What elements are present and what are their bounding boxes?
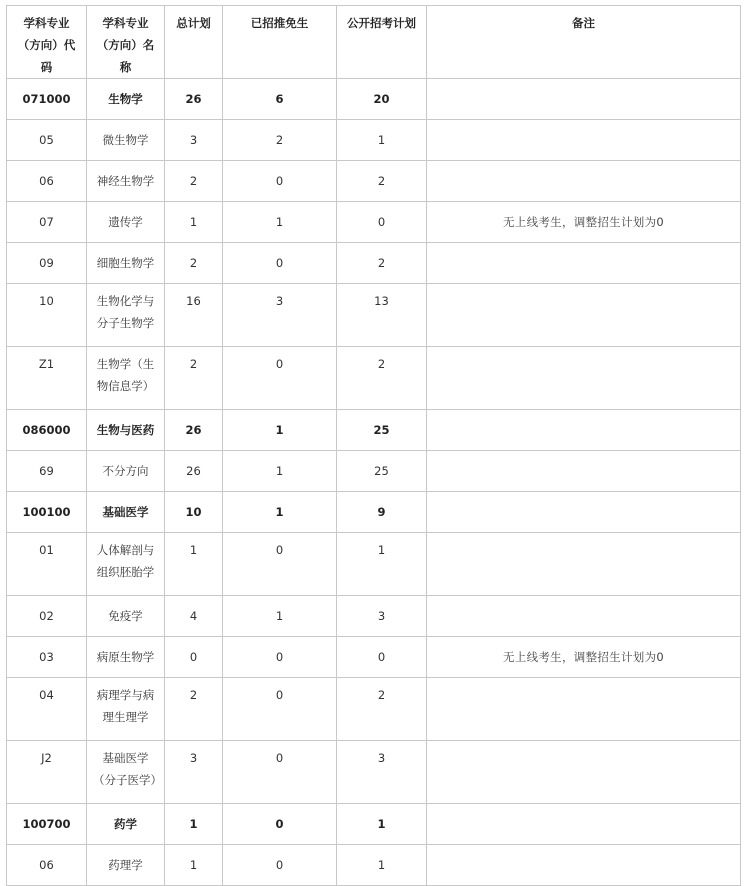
code-cell: 02 xyxy=(7,596,87,637)
name-cell: 生物与医药 xyxy=(87,410,165,451)
code-cell: 05 xyxy=(7,120,87,161)
note-cell xyxy=(427,492,741,533)
open-cell: 1 xyxy=(337,533,427,596)
recommended-cell: 3 xyxy=(223,284,337,347)
table-row xyxy=(7,161,741,202)
open-cell: 2 xyxy=(337,347,427,410)
code-cell: 071000 xyxy=(7,79,87,120)
total-cell: 1 xyxy=(165,533,223,596)
total-cell: 2 xyxy=(165,678,223,741)
total-cell: 26 xyxy=(165,79,223,120)
name-cell: 病原生物学 xyxy=(87,637,165,678)
code-cell: J2 xyxy=(7,741,87,804)
name-cell: 基础医学（分子医学） xyxy=(87,741,165,804)
table-row xyxy=(7,451,741,492)
note-cell xyxy=(427,845,741,886)
name-cell: 人体解剖与组织胚胎学 xyxy=(87,533,165,596)
note-cell xyxy=(427,120,741,161)
recommended-cell: 0 xyxy=(223,347,337,410)
table-row xyxy=(7,243,741,284)
note-cell xyxy=(427,741,741,804)
code-cell: 100100 xyxy=(7,492,87,533)
table-row xyxy=(7,637,741,678)
total-cell: 2 xyxy=(165,347,223,410)
open-cell: 25 xyxy=(337,410,427,451)
code-cell: 06 xyxy=(7,845,87,886)
recommended-cell: 0 xyxy=(223,804,337,845)
code-cell: 10 xyxy=(7,284,87,347)
total-cell: 3 xyxy=(165,741,223,804)
header-open: 公开招考计划 xyxy=(337,6,427,79)
name-cell: 生物学（生物信息学） xyxy=(87,347,165,410)
open-cell: 2 xyxy=(337,161,427,202)
total-cell: 3 xyxy=(165,120,223,161)
code-cell: 07 xyxy=(7,202,87,243)
open-cell: 1 xyxy=(337,804,427,845)
open-cell: 2 xyxy=(337,678,427,741)
header-note: 备注 xyxy=(427,6,741,79)
open-cell: 1 xyxy=(337,120,427,161)
note-cell xyxy=(427,451,741,492)
note-cell xyxy=(427,804,741,845)
total-cell: 26 xyxy=(165,451,223,492)
total-cell: 1 xyxy=(165,845,223,886)
total-cell: 1 xyxy=(165,202,223,243)
total-cell: 1 xyxy=(165,804,223,845)
category-row xyxy=(7,804,741,845)
code-cell: 09 xyxy=(7,243,87,284)
note-cell xyxy=(427,284,741,347)
open-cell: 0 xyxy=(337,202,427,243)
name-cell: 生物化学与分子生物学 xyxy=(87,284,165,347)
header-row xyxy=(7,6,741,79)
open-cell: 20 xyxy=(337,79,427,120)
total-cell: 10 xyxy=(165,492,223,533)
recommended-cell: 0 xyxy=(223,161,337,202)
code-cell: 03 xyxy=(7,637,87,678)
recommended-cell: 1 xyxy=(223,492,337,533)
header-recommended: 已招推免生 xyxy=(223,6,337,79)
total-cell: 26 xyxy=(165,410,223,451)
open-cell: 25 xyxy=(337,451,427,492)
total-cell: 2 xyxy=(165,161,223,202)
table-row xyxy=(7,845,741,886)
recommended-cell: 1 xyxy=(223,202,337,243)
total-cell: 0 xyxy=(165,637,223,678)
recommended-cell: 1 xyxy=(223,410,337,451)
recommended-cell: 0 xyxy=(223,678,337,741)
recommended-cell: 0 xyxy=(223,637,337,678)
name-cell: 生物学 xyxy=(87,79,165,120)
open-cell: 9 xyxy=(337,492,427,533)
recommended-cell: 0 xyxy=(223,533,337,596)
header-total: 总计划 xyxy=(165,6,223,79)
recommended-cell: 1 xyxy=(223,451,337,492)
open-cell: 3 xyxy=(337,596,427,637)
open-cell: 2 xyxy=(337,243,427,284)
header-code: 学科专业（方向）代码 xyxy=(7,6,87,79)
note-cell xyxy=(427,347,741,410)
name-cell: 不分方向 xyxy=(87,451,165,492)
note-cell: 无上线考生，调整招生计划为0 xyxy=(427,637,741,678)
table-row xyxy=(7,120,741,161)
enrollment-plan-table xyxy=(6,5,741,886)
name-cell: 药学 xyxy=(87,804,165,845)
open-cell: 3 xyxy=(337,741,427,804)
recommended-cell: 0 xyxy=(223,845,337,886)
note-cell xyxy=(427,79,741,120)
open-cell: 13 xyxy=(337,284,427,347)
table-row xyxy=(7,678,741,741)
code-cell: 01 xyxy=(7,533,87,596)
code-cell: 06 xyxy=(7,161,87,202)
category-row xyxy=(7,79,741,120)
code-cell: 04 xyxy=(7,678,87,741)
table-row xyxy=(7,284,741,347)
note-cell xyxy=(427,243,741,284)
recommended-cell: 2 xyxy=(223,120,337,161)
total-cell: 16 xyxy=(165,284,223,347)
name-cell: 遗传学 xyxy=(87,202,165,243)
total-cell: 2 xyxy=(165,243,223,284)
name-cell: 细胞生物学 xyxy=(87,243,165,284)
code-cell: 086000 xyxy=(7,410,87,451)
recommended-cell: 6 xyxy=(223,79,337,120)
note-cell xyxy=(427,533,741,596)
note-cell xyxy=(427,678,741,741)
table-row xyxy=(7,202,741,243)
header-name: 学科专业（方向）名称 xyxy=(87,6,165,79)
open-cell: 1 xyxy=(337,845,427,886)
code-cell: Z1 xyxy=(7,347,87,410)
code-cell: 69 xyxy=(7,451,87,492)
table-row xyxy=(7,347,741,410)
name-cell: 微生物学 xyxy=(87,120,165,161)
table-body xyxy=(7,79,741,886)
table-row xyxy=(7,596,741,637)
recommended-cell: 0 xyxy=(223,243,337,284)
name-cell: 神经生物学 xyxy=(87,161,165,202)
table-row xyxy=(7,533,741,596)
recommended-cell: 0 xyxy=(223,741,337,804)
name-cell: 基础医学 xyxy=(87,492,165,533)
table-row xyxy=(7,741,741,804)
name-cell: 免疫学 xyxy=(87,596,165,637)
code-cell: 100700 xyxy=(7,804,87,845)
note-cell: 无上线考生，调整招生计划为0 xyxy=(427,202,741,243)
note-cell xyxy=(427,596,741,637)
note-cell xyxy=(427,161,741,202)
total-cell: 4 xyxy=(165,596,223,637)
category-row xyxy=(7,492,741,533)
note-cell xyxy=(427,410,741,451)
recommended-cell: 1 xyxy=(223,596,337,637)
category-row xyxy=(7,410,741,451)
open-cell: 0 xyxy=(337,637,427,678)
name-cell: 病理学与病理生理学 xyxy=(87,678,165,741)
name-cell: 药理学 xyxy=(87,845,165,886)
